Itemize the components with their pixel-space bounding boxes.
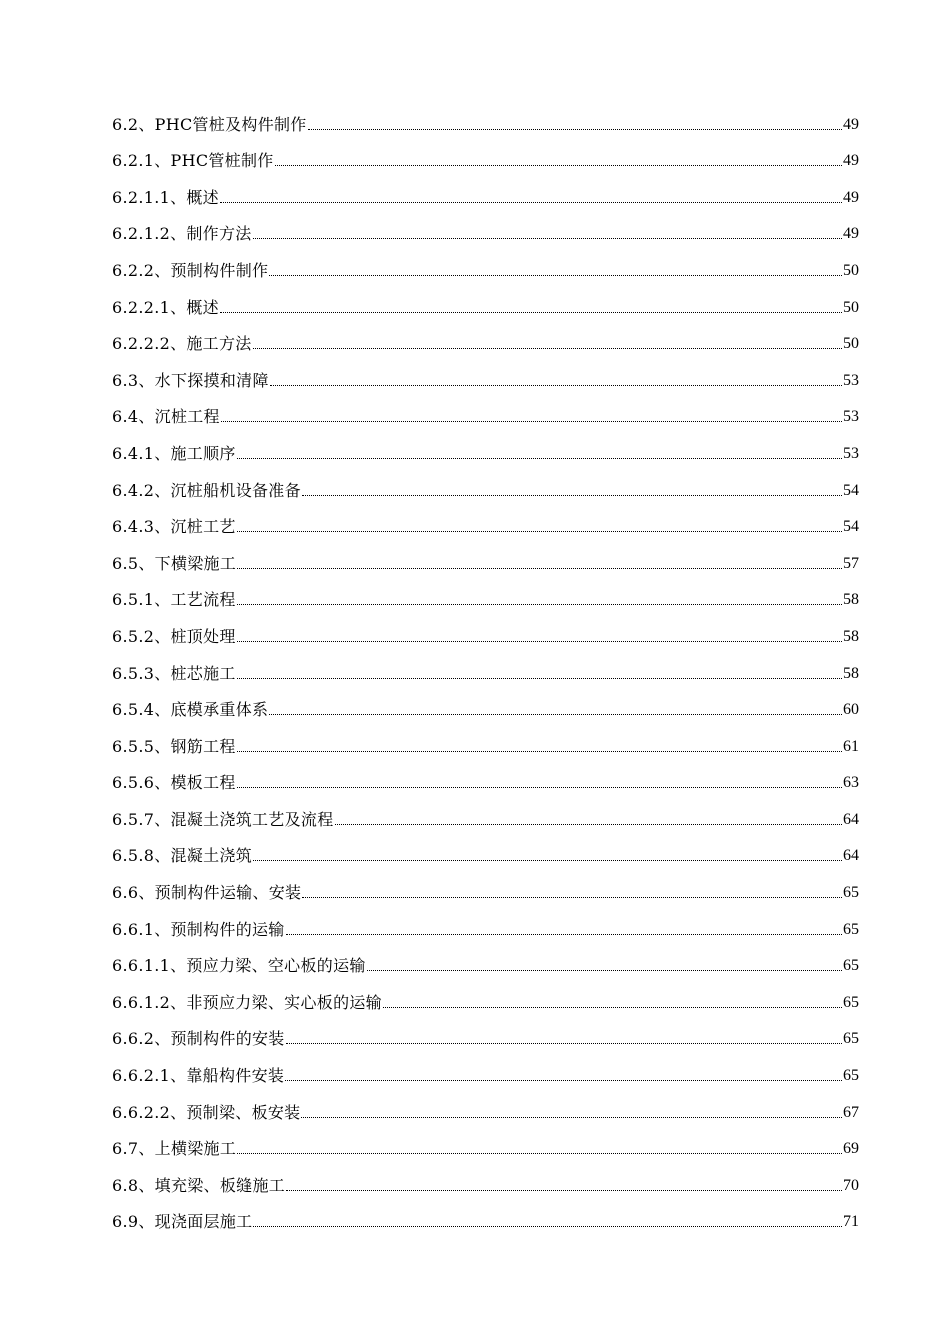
toc-dot-leader	[285, 1080, 842, 1081]
toc-entry-page-number: 64	[843, 847, 859, 865]
toc-dot-leader	[302, 897, 842, 898]
toc-entry-page-number: 54	[843, 481, 859, 499]
toc-entry-page-number: 65	[843, 957, 859, 975]
toc-entry-title: 6.5.8、混凝土浇筑	[112, 846, 253, 866]
toc-entry[interactable]	[112, 1159, 859, 1196]
toc-entry-title: 6.9、现浇面层施工	[112, 1212, 253, 1232]
toc-entry-page-number: 65	[843, 1030, 859, 1048]
toc-dot-leader	[237, 641, 842, 642]
toc-entry-page-number: 49	[843, 225, 859, 243]
toc-entry-title: 6.2.2、预制构件制作	[112, 260, 269, 280]
toc-entry-title: 6.3、水下探摸和清障	[112, 370, 269, 390]
toc-entry[interactable]	[112, 1123, 859, 1160]
toc-entry[interactable]	[112, 866, 859, 903]
toc-entry-page-number: 67	[843, 1103, 859, 1121]
toc-dot-leader	[302, 495, 842, 496]
toc-entry-page-number: 50	[843, 261, 859, 279]
toc-entry-page-number: 49	[843, 188, 859, 206]
toc-entry-title: 6.6、预制构件运输、安装	[112, 883, 302, 903]
toc-entry-page-number: 58	[843, 627, 859, 645]
toc-entry-title: 6.5.4、底模承重体系	[112, 700, 269, 720]
toc-entry-title: 6.7、上横梁施工	[112, 1139, 237, 1159]
toc-entry-title: 6.6.2.1、靠船构件安装	[112, 1066, 285, 1086]
toc-entry-page-number: 65	[843, 884, 859, 902]
toc-entry-page-number: 57	[843, 554, 859, 572]
toc-entry[interactable]	[112, 1049, 859, 1086]
toc-dot-leader	[286, 1190, 842, 1191]
toc-entry[interactable]	[112, 976, 859, 1013]
toc-entry-page-number: 69	[843, 1140, 859, 1158]
toc-dot-leader	[237, 678, 842, 679]
toc-entry-title: 6.4.2、沉桩船机设备准备	[112, 480, 301, 500]
toc-entry[interactable]	[112, 793, 859, 830]
toc-dot-leader	[237, 604, 842, 605]
toc-entry-title: 6.5.1、工艺流程	[112, 590, 236, 610]
toc-entry-title: 6.2.2.2、施工方法	[112, 334, 252, 354]
toc-dot-leader	[383, 1007, 842, 1008]
toc-entry[interactable]	[112, 464, 859, 501]
toc-dot-leader	[367, 970, 842, 971]
toc-entry-title: 6.2.2.1、概述	[112, 297, 219, 317]
toc-entry[interactable]	[112, 757, 859, 794]
toc-dot-leader	[237, 751, 842, 752]
toc-entry-title: 6.5.2、桩顶处理	[112, 626, 236, 646]
toc-dot-leader	[237, 531, 842, 532]
toc-dot-leader	[270, 385, 842, 386]
toc-entry-title: 6.5.6、模板工程	[112, 773, 236, 793]
toc-dot-leader	[253, 238, 842, 239]
toc-dot-leader	[301, 1117, 842, 1118]
toc-dot-leader	[237, 568, 842, 569]
toc-entry-title: 6.5.7、混凝土浇筑工艺及流程	[112, 809, 334, 829]
table-of-contents	[112, 98, 859, 1232]
toc-dot-leader	[237, 458, 842, 459]
toc-entry-title: 6.2.1、PHC管桩制作	[112, 151, 274, 171]
toc-dot-leader	[221, 421, 842, 422]
toc-entry[interactable]	[112, 244, 859, 281]
toc-entry-page-number: 65	[843, 993, 859, 1011]
toc-entry-title: 6.6.1、预制构件的运输	[112, 919, 285, 939]
toc-entry-page-number: 61	[843, 737, 859, 755]
toc-entry[interactable]	[112, 684, 859, 721]
toc-entry-page-number: 65	[843, 1067, 859, 1085]
toc-entry-title: 6.2.1.1、概述	[112, 187, 219, 207]
toc-entry-page-number: 60	[843, 701, 859, 719]
toc-entry-title: 6.6.2、预制构件的安装	[112, 1029, 285, 1049]
toc-entry-page-number: 53	[843, 408, 859, 426]
toc-entry-title: 6.6.1.1、预应力梁、空心板的运输	[112, 956, 366, 976]
toc-entry[interactable]	[112, 537, 859, 574]
toc-dot-leader	[253, 860, 842, 861]
toc-dot-leader	[335, 824, 842, 825]
toc-dot-leader	[237, 787, 842, 788]
toc-entry-title: 6.4.1、施工顺序	[112, 443, 236, 463]
toc-entry-page-number: 49	[843, 115, 859, 133]
toc-entry-page-number: 53	[843, 371, 859, 389]
toc-entry[interactable]	[112, 830, 859, 867]
toc-entry-title: 6.2.1.2、制作方法	[112, 224, 252, 244]
toc-entry-page-number: 65	[843, 920, 859, 938]
toc-dot-leader	[253, 348, 842, 349]
toc-entry[interactable]	[112, 98, 859, 135]
toc-entry[interactable]	[112, 171, 859, 208]
toc-entry-page-number: 54	[843, 518, 859, 536]
toc-dot-leader	[220, 202, 842, 203]
toc-dot-leader	[253, 1226, 842, 1227]
toc-dot-leader	[275, 165, 842, 166]
toc-dot-leader	[269, 714, 842, 715]
toc-entry-page-number: 63	[843, 774, 859, 792]
toc-entry-page-number: 53	[843, 444, 859, 462]
toc-dot-leader	[286, 1043, 842, 1044]
toc-dot-leader	[308, 129, 842, 130]
toc-entry[interactable]	[112, 720, 859, 757]
toc-entry-page-number: 58	[843, 664, 859, 682]
toc-entry[interactable]	[112, 427, 859, 464]
toc-entry-page-number: 64	[843, 810, 859, 828]
toc-entry[interactable]	[112, 1196, 859, 1233]
toc-entry-page-number: 50	[843, 298, 859, 316]
toc-entry[interactable]	[112, 501, 859, 538]
toc-entry-title: 6.4、沉桩工程	[112, 407, 220, 427]
toc-dot-leader	[269, 275, 842, 276]
toc-entry-title: 6.2、PHC管桩及构件制作	[112, 114, 307, 134]
toc-entry-page-number: 58	[843, 591, 859, 609]
toc-entry-title: 6.5.3、桩芯施工	[112, 663, 236, 683]
toc-entry[interactable]	[112, 318, 859, 355]
toc-entry[interactable]	[112, 940, 859, 977]
toc-entry-title: 6.5、下横梁施工	[112, 553, 237, 573]
toc-entry-title: 6.4.3、沉桩工艺	[112, 517, 236, 537]
toc-entry-page-number: 49	[843, 152, 859, 170]
toc-entry[interactable]	[112, 574, 859, 611]
toc-entry[interactable]	[112, 208, 859, 245]
toc-entry[interactable]	[112, 610, 859, 647]
toc-dot-leader	[220, 312, 842, 313]
toc-entry-title: 6.8、填充梁、板缝施工	[112, 1175, 286, 1195]
toc-entry[interactable]	[112, 135, 859, 172]
toc-entry-title: 6.6.1.2、非预应力梁、实心板的运输	[112, 992, 382, 1012]
toc-entry[interactable]	[112, 391, 859, 428]
toc-entry[interactable]	[112, 1086, 859, 1123]
toc-entry-page-number: 50	[843, 335, 859, 353]
toc-entry[interactable]	[112, 354, 859, 391]
toc-entry[interactable]	[112, 281, 859, 318]
toc-entry-title: 6.5.5、钢筋工程	[112, 736, 236, 756]
toc-dot-leader	[286, 934, 842, 935]
toc-entry-page-number: 70	[843, 1176, 859, 1194]
toc-entry[interactable]	[112, 903, 859, 940]
toc-entry-title: 6.6.2.2、预制梁、板安装	[112, 1102, 301, 1122]
toc-dot-leader	[237, 1153, 842, 1154]
toc-entry-page-number: 71	[843, 1213, 859, 1231]
toc-entry[interactable]	[112, 1013, 859, 1050]
toc-entry[interactable]	[112, 647, 859, 684]
